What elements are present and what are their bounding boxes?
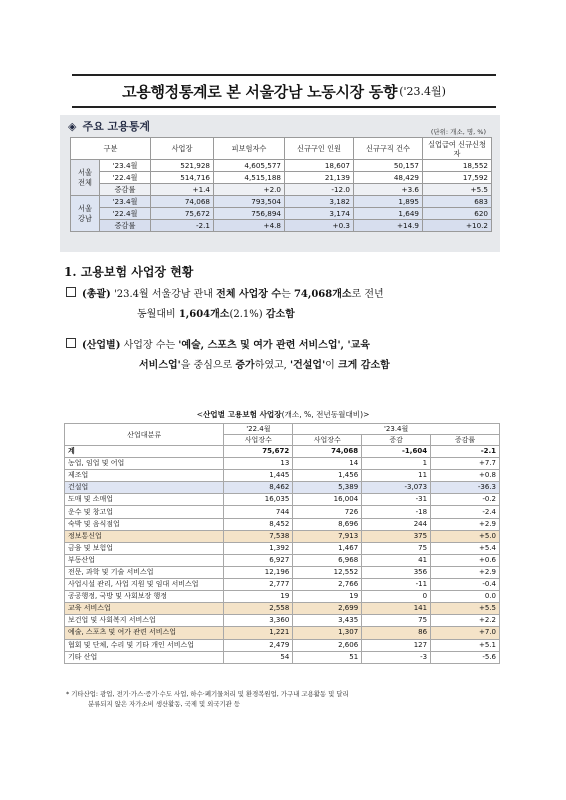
value-cell: 3,182 <box>285 196 354 208</box>
value-cell: +0.8 <box>431 470 500 482</box>
summary-table <box>70 137 492 232</box>
para2-text: 사업장 수는 <box>120 340 179 351</box>
para1-text: 동월대비 <box>137 309 179 320</box>
value-cell: +1.4 <box>151 184 214 196</box>
value-cell: 1,649 <box>354 208 423 220</box>
value-cell: 54 <box>224 651 293 663</box>
summary-heading-text: 주요 고용통계 <box>82 120 151 133</box>
value-cell: 356 <box>362 566 431 578</box>
value-cell: 141 <box>362 603 431 615</box>
value-cell: 244 <box>362 518 431 530</box>
value-cell: 5,389 <box>293 482 362 494</box>
industry-name: 사업시설 관리, 사업 지원 및 임대 서비스업 <box>65 579 224 591</box>
industry-header-row <box>65 424 500 435</box>
table-row <box>65 554 500 566</box>
value-cell: -2.1 <box>151 220 214 232</box>
value-cell: 1,307 <box>293 627 362 639</box>
industry-name: 교육 서비스업 <box>65 603 224 615</box>
value-cell: 8,696 <box>293 518 362 530</box>
industry-name: 보건업 및 사회복지 서비스업 <box>65 615 224 627</box>
value-cell: 726 <box>293 506 362 518</box>
value-cell: +5.5 <box>423 184 492 196</box>
header-cell: 신규구인 인원 <box>285 138 354 160</box>
para1-text: '23.4월 서울강남 관내 <box>110 289 217 300</box>
row-label: '23.4월 <box>100 196 151 208</box>
header-cell: 사업장수 <box>224 435 293 446</box>
table-row <box>65 591 500 603</box>
header-cell: 구분 <box>71 138 151 160</box>
industry-name: 정보통신업 <box>65 530 224 542</box>
value-cell: 18,607 <box>285 160 354 172</box>
table-row <box>65 494 500 506</box>
table-row <box>65 506 500 518</box>
value-cell: 8,452 <box>224 518 293 530</box>
value-cell: 1,392 <box>224 542 293 554</box>
value-cell: 75 <box>362 542 431 554</box>
value-cell: -0.4 <box>431 579 500 591</box>
row-label: 증감률 <box>100 184 151 196</box>
para1-bold: 74,068개소 <box>293 289 352 300</box>
value-cell: 16,004 <box>293 494 362 506</box>
industry-name: 전문, 과학 및 기술 서비스업 <box>65 566 224 578</box>
value-cell: 4,515,188 <box>214 172 285 184</box>
value-cell: -11 <box>362 579 431 591</box>
industry-name: 금융 및 보험업 <box>65 542 224 554</box>
value-cell: 514,716 <box>151 172 214 184</box>
value-cell: 75 <box>362 615 431 627</box>
value-cell: +5.5 <box>431 603 500 615</box>
para2-bold: '건설업' <box>290 360 326 371</box>
value-cell: 74,068 <box>293 446 362 458</box>
caption-text: < <box>196 410 203 419</box>
value-cell: 16,035 <box>224 494 293 506</box>
value-cell: +2.2 <box>431 615 500 627</box>
value-cell: +7.0 <box>431 627 500 639</box>
value-cell: 1,456 <box>293 470 362 482</box>
para2-bold: 크게 감소함 <box>338 360 390 371</box>
page-title <box>72 74 496 108</box>
industry-name: 공공행정, 국방 및 사회보장 행정 <box>65 591 224 603</box>
para2-tag: (산업별) <box>82 340 121 351</box>
value-cell: 50,157 <box>354 160 423 172</box>
value-cell: 793,504 <box>214 196 285 208</box>
value-cell: 14 <box>293 458 362 470</box>
industry-name: 건설업 <box>65 482 224 494</box>
group-label: 서울 전체 <box>71 160 100 196</box>
paragraph-industry <box>66 336 506 376</box>
value-cell: +5.1 <box>431 639 500 651</box>
value-cell: 7,538 <box>224 530 293 542</box>
value-cell: -1,604 <box>362 446 431 458</box>
value-cell: 12,196 <box>224 566 293 578</box>
diamond-icon: ◈ <box>68 120 77 133</box>
row-label: '23.4월 <box>100 160 151 172</box>
value-cell: -5.6 <box>431 651 500 663</box>
value-cell: +3.6 <box>354 184 423 196</box>
industry-name: 도매 및 소매업 <box>65 494 224 506</box>
value-cell: -3,073 <box>362 482 431 494</box>
summary-row <box>71 208 492 220</box>
table-row <box>65 482 500 494</box>
table-row <box>65 651 500 663</box>
table-row <box>65 530 500 542</box>
industry-name: 운수 및 창고업 <box>65 506 224 518</box>
header-cell: 신규구직 건수 <box>354 138 423 160</box>
value-cell: 74,068 <box>151 196 214 208</box>
value-cell: 51 <box>293 651 362 663</box>
industry-table <box>64 423 500 664</box>
value-cell: 1,895 <box>354 196 423 208</box>
industry-name: 예술, 스포츠 및 여가 관련 서비스업 <box>65 627 224 639</box>
para2-text: 하였고, <box>254 360 291 371</box>
value-cell: 4,605,577 <box>214 160 285 172</box>
value-cell: 2,558 <box>224 603 293 615</box>
table-row <box>65 446 500 458</box>
value-cell: -2.4 <box>431 506 500 518</box>
industry-name: 농업, 임업 및 어업 <box>65 458 224 470</box>
header-cell: 산업대분류 <box>65 424 224 446</box>
paragraph-overall <box>66 285 506 325</box>
value-cell: -2.1 <box>431 446 500 458</box>
caption-text: (개소, %, 전년동월대비)> <box>281 410 370 419</box>
value-cell: +2.9 <box>431 566 500 578</box>
para1-text: 로 전년 <box>351 289 384 300</box>
summary-row <box>71 172 492 184</box>
value-cell: 19 <box>293 591 362 603</box>
value-cell: 1,445 <box>224 470 293 482</box>
value-cell: 127 <box>362 639 431 651</box>
table-row <box>65 518 500 530</box>
value-cell: 41 <box>362 554 431 566</box>
para2-text: 이 <box>325 360 338 371</box>
industry-name: 부동산업 <box>65 554 224 566</box>
industry-name: 계 <box>65 446 224 458</box>
value-cell: +7.7 <box>431 458 500 470</box>
table-row <box>65 615 500 627</box>
para1-bold: 감소함 <box>265 309 295 320</box>
value-cell: 521,928 <box>151 160 214 172</box>
value-cell: 1,467 <box>293 542 362 554</box>
para2-bold: '예술, 스포츠 및 여가 관련 서비스업', '교육 <box>178 340 370 351</box>
para2-text: 을 중심으로 <box>180 360 236 371</box>
value-cell: 2,777 <box>224 579 293 591</box>
section-heading: 1. 고용보험 사업장 현황 <box>64 265 194 279</box>
value-cell: 756,894 <box>214 208 285 220</box>
para1-text: 는 <box>281 289 294 300</box>
summary-heading <box>68 118 150 134</box>
value-cell: 620 <box>423 208 492 220</box>
header-cell: '22.4월 <box>224 424 293 435</box>
industry-name: 협회 및 단체, 수리 및 기타 개인 서비스업 <box>65 639 224 651</box>
value-cell: 6,968 <box>293 554 362 566</box>
industry-table-caption <box>0 409 566 420</box>
header-cell: 증감 <box>362 435 431 446</box>
para2-bold: 증가 <box>235 360 255 371</box>
value-cell: +5.4 <box>431 542 500 554</box>
header-cell: 증감률 <box>431 435 500 446</box>
caption-bold: 산업별 고용보험 사업장 <box>202 410 282 419</box>
summary-row <box>71 184 492 196</box>
value-cell: -3 <box>362 651 431 663</box>
header-cell: 피보험자수 <box>214 138 285 160</box>
value-cell: 2,606 <box>293 639 362 651</box>
value-cell: 8,462 <box>224 482 293 494</box>
value-cell: +2.9 <box>431 518 500 530</box>
table-row <box>65 603 500 615</box>
industry-name: 제조업 <box>65 470 224 482</box>
value-cell: 0.0 <box>431 591 500 603</box>
summary-unit: (단위: 개소, 명, %) <box>430 128 486 136</box>
para2-bold: 서비스업' <box>139 360 181 371</box>
para1-bold: 전체 사업장 수 <box>216 289 282 300</box>
header-cell: '23.4월 <box>293 424 500 435</box>
value-cell: 21,139 <box>285 172 354 184</box>
value-cell: +5.0 <box>431 530 500 542</box>
row-label: 증감률 <box>100 220 151 232</box>
value-cell: 1,221 <box>224 627 293 639</box>
title-date: ('23.4월) <box>399 85 446 98</box>
value-cell: 2,479 <box>224 639 293 651</box>
value-cell: 2,766 <box>293 579 362 591</box>
value-cell: 13 <box>224 458 293 470</box>
value-cell: -12.0 <box>285 184 354 196</box>
table-row <box>65 458 500 470</box>
table-row <box>65 627 500 639</box>
summary-box <box>60 115 500 252</box>
footnote-line: * 기타산업: 광업, 전기·가스·증기·수도 사업, 하수·폐기물처리 및 환경복원업, 가구내 고용활동 및 달리 <box>66 690 349 698</box>
value-cell: 3,174 <box>285 208 354 220</box>
value-cell: 744 <box>224 506 293 518</box>
value-cell: -0.2 <box>431 494 500 506</box>
footnote <box>66 689 506 709</box>
value-cell: 18,552 <box>423 160 492 172</box>
value-cell: 12,552 <box>293 566 362 578</box>
industry-name: 숙박 및 음식점업 <box>65 518 224 530</box>
value-cell: +0.3 <box>285 220 354 232</box>
checkbox-icon <box>66 287 76 297</box>
value-cell: +4.8 <box>214 220 285 232</box>
value-cell: 11 <box>362 470 431 482</box>
value-cell: +2.0 <box>214 184 285 196</box>
value-cell: 7,913 <box>293 530 362 542</box>
row-label: '22.4월 <box>100 172 151 184</box>
checkbox-icon <box>66 338 76 348</box>
table-row <box>65 579 500 591</box>
value-cell: 75,672 <box>224 446 293 458</box>
para1-text: (2.1%) <box>229 309 266 320</box>
table-row <box>65 566 500 578</box>
value-cell: +0.6 <box>431 554 500 566</box>
value-cell: 75,672 <box>151 208 214 220</box>
summary-row <box>71 196 492 208</box>
value-cell: 683 <box>423 196 492 208</box>
value-cell: +10.2 <box>423 220 492 232</box>
header-cell: 사업장 <box>151 138 214 160</box>
value-cell: 375 <box>362 530 431 542</box>
summary-row <box>71 160 492 172</box>
row-label: '22.4월 <box>100 208 151 220</box>
value-cell: 6,927 <box>224 554 293 566</box>
header-cell: 실업급여 신규신청자 <box>423 138 492 160</box>
table-row <box>65 639 500 651</box>
value-cell: 19 <box>224 591 293 603</box>
value-cell: 48,429 <box>354 172 423 184</box>
summary-row <box>71 220 492 232</box>
value-cell: +14.9 <box>354 220 423 232</box>
para1-tag: (총괄) <box>82 289 111 300</box>
value-cell: -36.3 <box>431 482 500 494</box>
value-cell: -18 <box>362 506 431 518</box>
title-main: 고용행정통계로 본 서울강남 노동시장 동향 <box>122 82 398 101</box>
value-cell: 17,592 <box>423 172 492 184</box>
value-cell: -31 <box>362 494 431 506</box>
value-cell: 3,360 <box>224 615 293 627</box>
table-row <box>65 542 500 554</box>
table-row <box>65 470 500 482</box>
para1-bold: 1,604개소 <box>178 309 230 320</box>
value-cell: 1 <box>362 458 431 470</box>
summary-header-row <box>71 138 492 160</box>
industry-name: 기타 산업 <box>65 651 224 663</box>
value-cell: 86 <box>362 627 431 639</box>
value-cell: 2,699 <box>293 603 362 615</box>
header-cell: 사업장수 <box>293 435 362 446</box>
value-cell: 3,435 <box>293 615 362 627</box>
value-cell: 0 <box>362 591 431 603</box>
footnote-line: 분류되지 않은 자가소비 생산활동, 국제 및 외국기관 등 <box>88 700 241 708</box>
group-label: 서울 강남 <box>71 196 100 232</box>
